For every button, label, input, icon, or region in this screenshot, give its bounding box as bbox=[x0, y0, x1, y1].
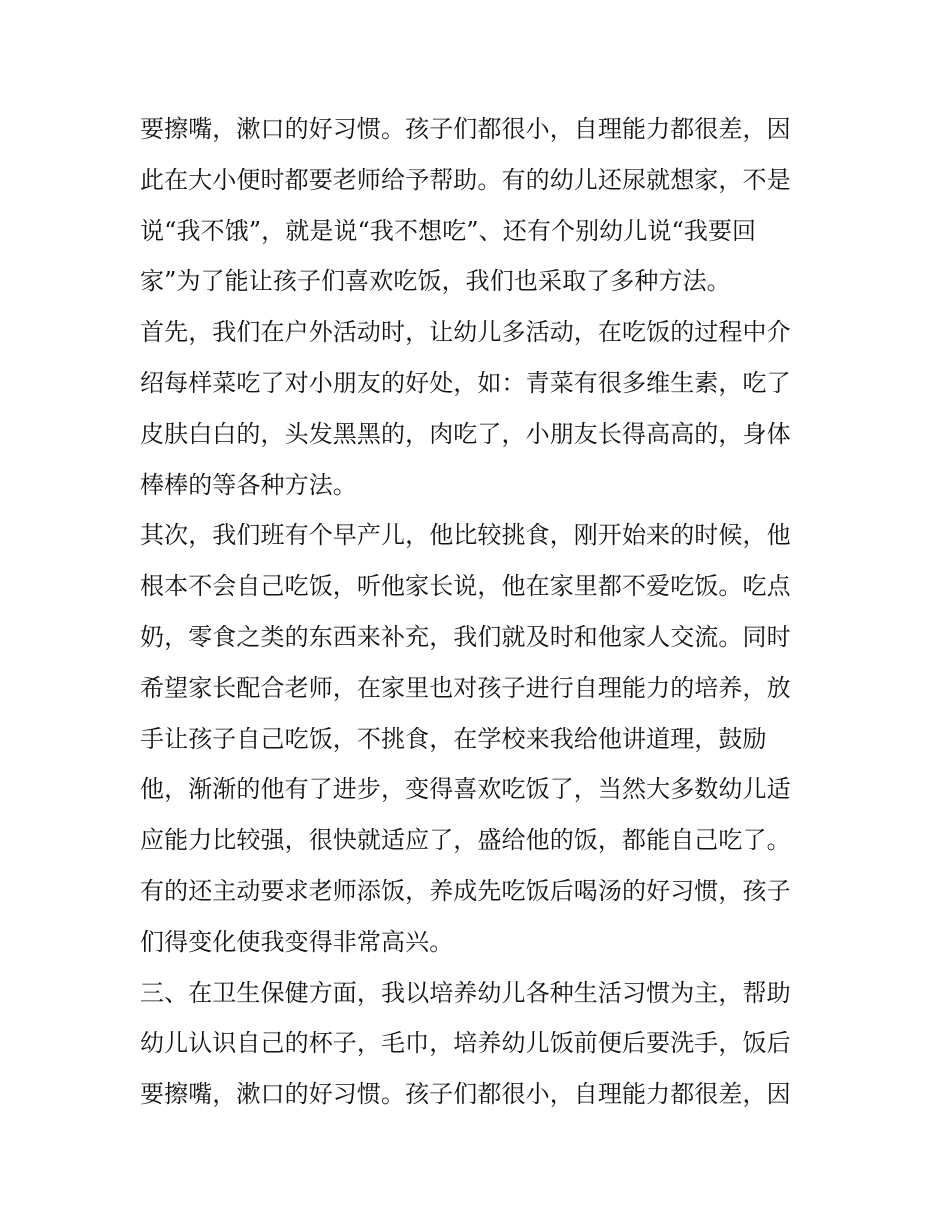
text-line: 幼儿认识自己的杯子，毛巾，培养幼儿饭前便后要洗手，饭后 bbox=[140, 1029, 791, 1058]
text-line: 有的还主动要求老师添饭，养成先吃饭后喝汤的好习惯，孩子 bbox=[140, 876, 791, 905]
text-line: 根本不会自己吃饭，听他家长说，他在家里都不爱吃饭。吃点 bbox=[140, 572, 791, 601]
text-line: 首先，我们在户外活动时，让幼儿多活动，在吃饭的过程中介 bbox=[140, 318, 791, 347]
text-line: 应能力比较强，很快就适应了，盛给他的饭，都能自己吃了。 bbox=[140, 826, 791, 855]
text-line: 其次，我们班有个早产儿，他比较挑食，刚开始来的时候，他 bbox=[140, 521, 791, 550]
text-line: 三、在卫生保健方面，我以培养幼儿各种生活习惯为主，帮助 bbox=[140, 978, 791, 1007]
text-line: 要擦嘴，漱口的好习惯。孩子们都很小，自理能力都很差，因 bbox=[140, 115, 791, 143]
text-line: 此在大小便时都要老师给予帮助。有的幼儿还尿就想家，不是 bbox=[140, 165, 791, 194]
body-text bbox=[140, 104, 820, 1120]
text-line: 手让孩子自己吃饭，不挑食，在学校来我给他讲道理，鼓励 bbox=[140, 724, 767, 753]
text-line: 奶，零食之类的东西来补充，我们就及时和他家人交流。同时 bbox=[140, 622, 791, 651]
text-line: 皮肤白白的，头发黑黑的，肉吃了，小朋友长得高高的，身体 bbox=[140, 419, 791, 448]
text-line: 棒棒的等各种方法。 bbox=[140, 470, 357, 499]
text-line: 们得变化使我变得非常高兴。 bbox=[140, 927, 454, 956]
text-line: 他，渐渐的他有了进步，变得喜欢吃饭了，当然大多数幼儿适 bbox=[140, 775, 791, 804]
text-line: 绍每样菜吃了对小朋友的好处，如：青菜有很多维生素，吃了 bbox=[140, 368, 791, 397]
text-line: 说“我不饿”，就是说“我不想吃”、还有个别幼儿说“我要回 bbox=[140, 216, 757, 245]
text-line: 要擦嘴，漱口的好习惯。孩子们都很小，自理能力都很差，因 bbox=[140, 1080, 791, 1109]
text-line: 家”为了能让孩子们喜欢吃饭，我们也采取了多种方法。 bbox=[140, 267, 731, 296]
text-line: 希望家长配合老师，在家里也对孩子进行自理能力的培养，放 bbox=[140, 673, 791, 702]
